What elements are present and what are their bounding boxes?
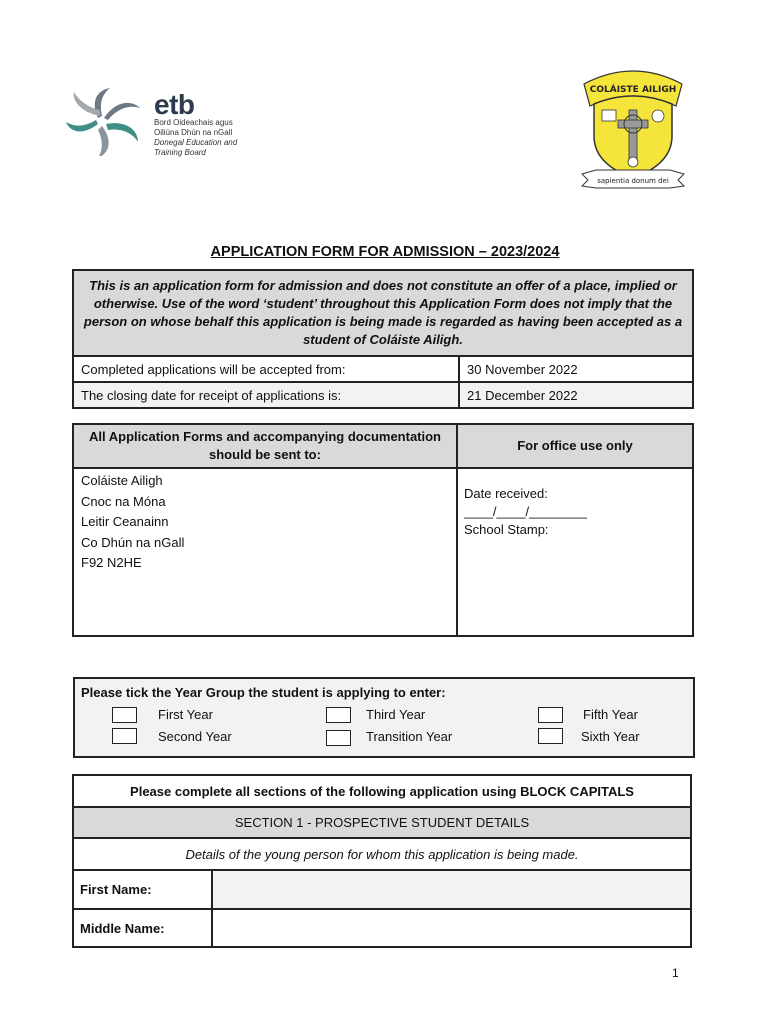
first-name-input[interactable] <box>212 870 691 909</box>
notice-text: This is an application form for admission and does not constitute an offer of a place, implied or otherwise. Use of the word ‘student’ throughout this Application Form does not imply that the person on whose behalf this application is being made is regarded as having been accepted as a student of Coláiste Ailigh. <box>73 270 693 356</box>
etb-wordmark: etb <box>154 89 195 120</box>
school-crest <box>578 66 688 192</box>
section1-header: SECTION 1 - PROSPECTIVE STUDENT DETAILS <box>73 807 691 838</box>
year-group-box <box>73 677 695 758</box>
date-value: 30 November 2022 <box>459 356 693 382</box>
date-label: The closing date for receipt of applications is: <box>73 382 459 408</box>
transition-year-label: Transition Year <box>366 729 453 744</box>
address-line: Coláiste Ailigh <box>81 473 163 488</box>
date-row <box>73 356 693 382</box>
sixth-year-label: Sixth Year <box>581 729 640 744</box>
etb-line-4: Training Board <box>154 148 206 157</box>
etb-logo <box>66 86 146 156</box>
address-header: All Application Forms and accompanying documentation should be sent to: <box>73 424 457 468</box>
form-title: APPLICATION FORM FOR ADMISSION – 2023/2024 <box>210 244 560 260</box>
first-year-checkbox[interactable] <box>112 707 137 723</box>
first-name-label: First Name: <box>73 870 212 909</box>
address-line: Cnoc na Móna <box>81 493 166 509</box>
middle-name-label: Middle Name: <box>73 909 212 947</box>
notice-table <box>72 269 694 409</box>
section1-subtitle: Details of the young person for whom this application is being made. <box>73 838 691 870</box>
etb-line-3: Donegal Education and <box>154 138 238 147</box>
school-stamp-label: School Stamp: <box>464 522 549 537</box>
date-received-label: Date received: <box>464 486 548 501</box>
year-group-question: Please tick the Year Group the student is applying to enter: <box>81 685 446 700</box>
fifth-year-label: Fifth Year <box>583 707 638 722</box>
middle-name-input[interactable] <box>212 909 691 947</box>
section1-table <box>72 774 692 948</box>
etb-logo-text <box>154 89 238 158</box>
address-line: Leitir Ceanainn <box>81 514 169 529</box>
office-header: For office use only <box>457 424 693 468</box>
address-table <box>72 423 694 637</box>
third-year-label: Third Year <box>366 707 426 722</box>
etb-swirl-icon <box>66 86 146 156</box>
etb-line-2: Oiliúna Dhún na nGall <box>154 128 233 137</box>
address-block <box>73 468 457 636</box>
first-year-label: First Year <box>158 707 213 722</box>
etb-line-1: Bord Oideachais agus <box>154 118 233 127</box>
block-capitals-instruction: Please complete all sections of the following application using BLOCK CAPITALS <box>73 775 691 807</box>
date-received-field[interactable]: ____/____/________ <box>464 504 587 519</box>
second-year-checkbox[interactable] <box>112 728 137 744</box>
second-year-label: Second Year <box>158 729 232 744</box>
date-row <box>73 382 693 408</box>
date-label: Completed applications will be accepted from: <box>73 356 459 382</box>
school-crest-icon <box>578 66 688 192</box>
third-year-checkbox[interactable] <box>326 707 351 723</box>
address-line: Co Dhún na nGall <box>81 534 185 550</box>
crest-banner-text: COLÁISTE AILIGH <box>589 85 677 95</box>
crest-motto: sapientia donum dei <box>597 177 669 185</box>
page-number: 1 <box>672 966 679 980</box>
fifth-year-checkbox[interactable] <box>538 707 563 723</box>
date-value: 21 December 2022 <box>459 382 693 408</box>
office-use-block <box>457 468 693 636</box>
sixth-year-checkbox[interactable] <box>538 728 563 744</box>
address-line: F92 N2HE <box>81 555 142 570</box>
transition-year-checkbox[interactable] <box>326 730 351 746</box>
